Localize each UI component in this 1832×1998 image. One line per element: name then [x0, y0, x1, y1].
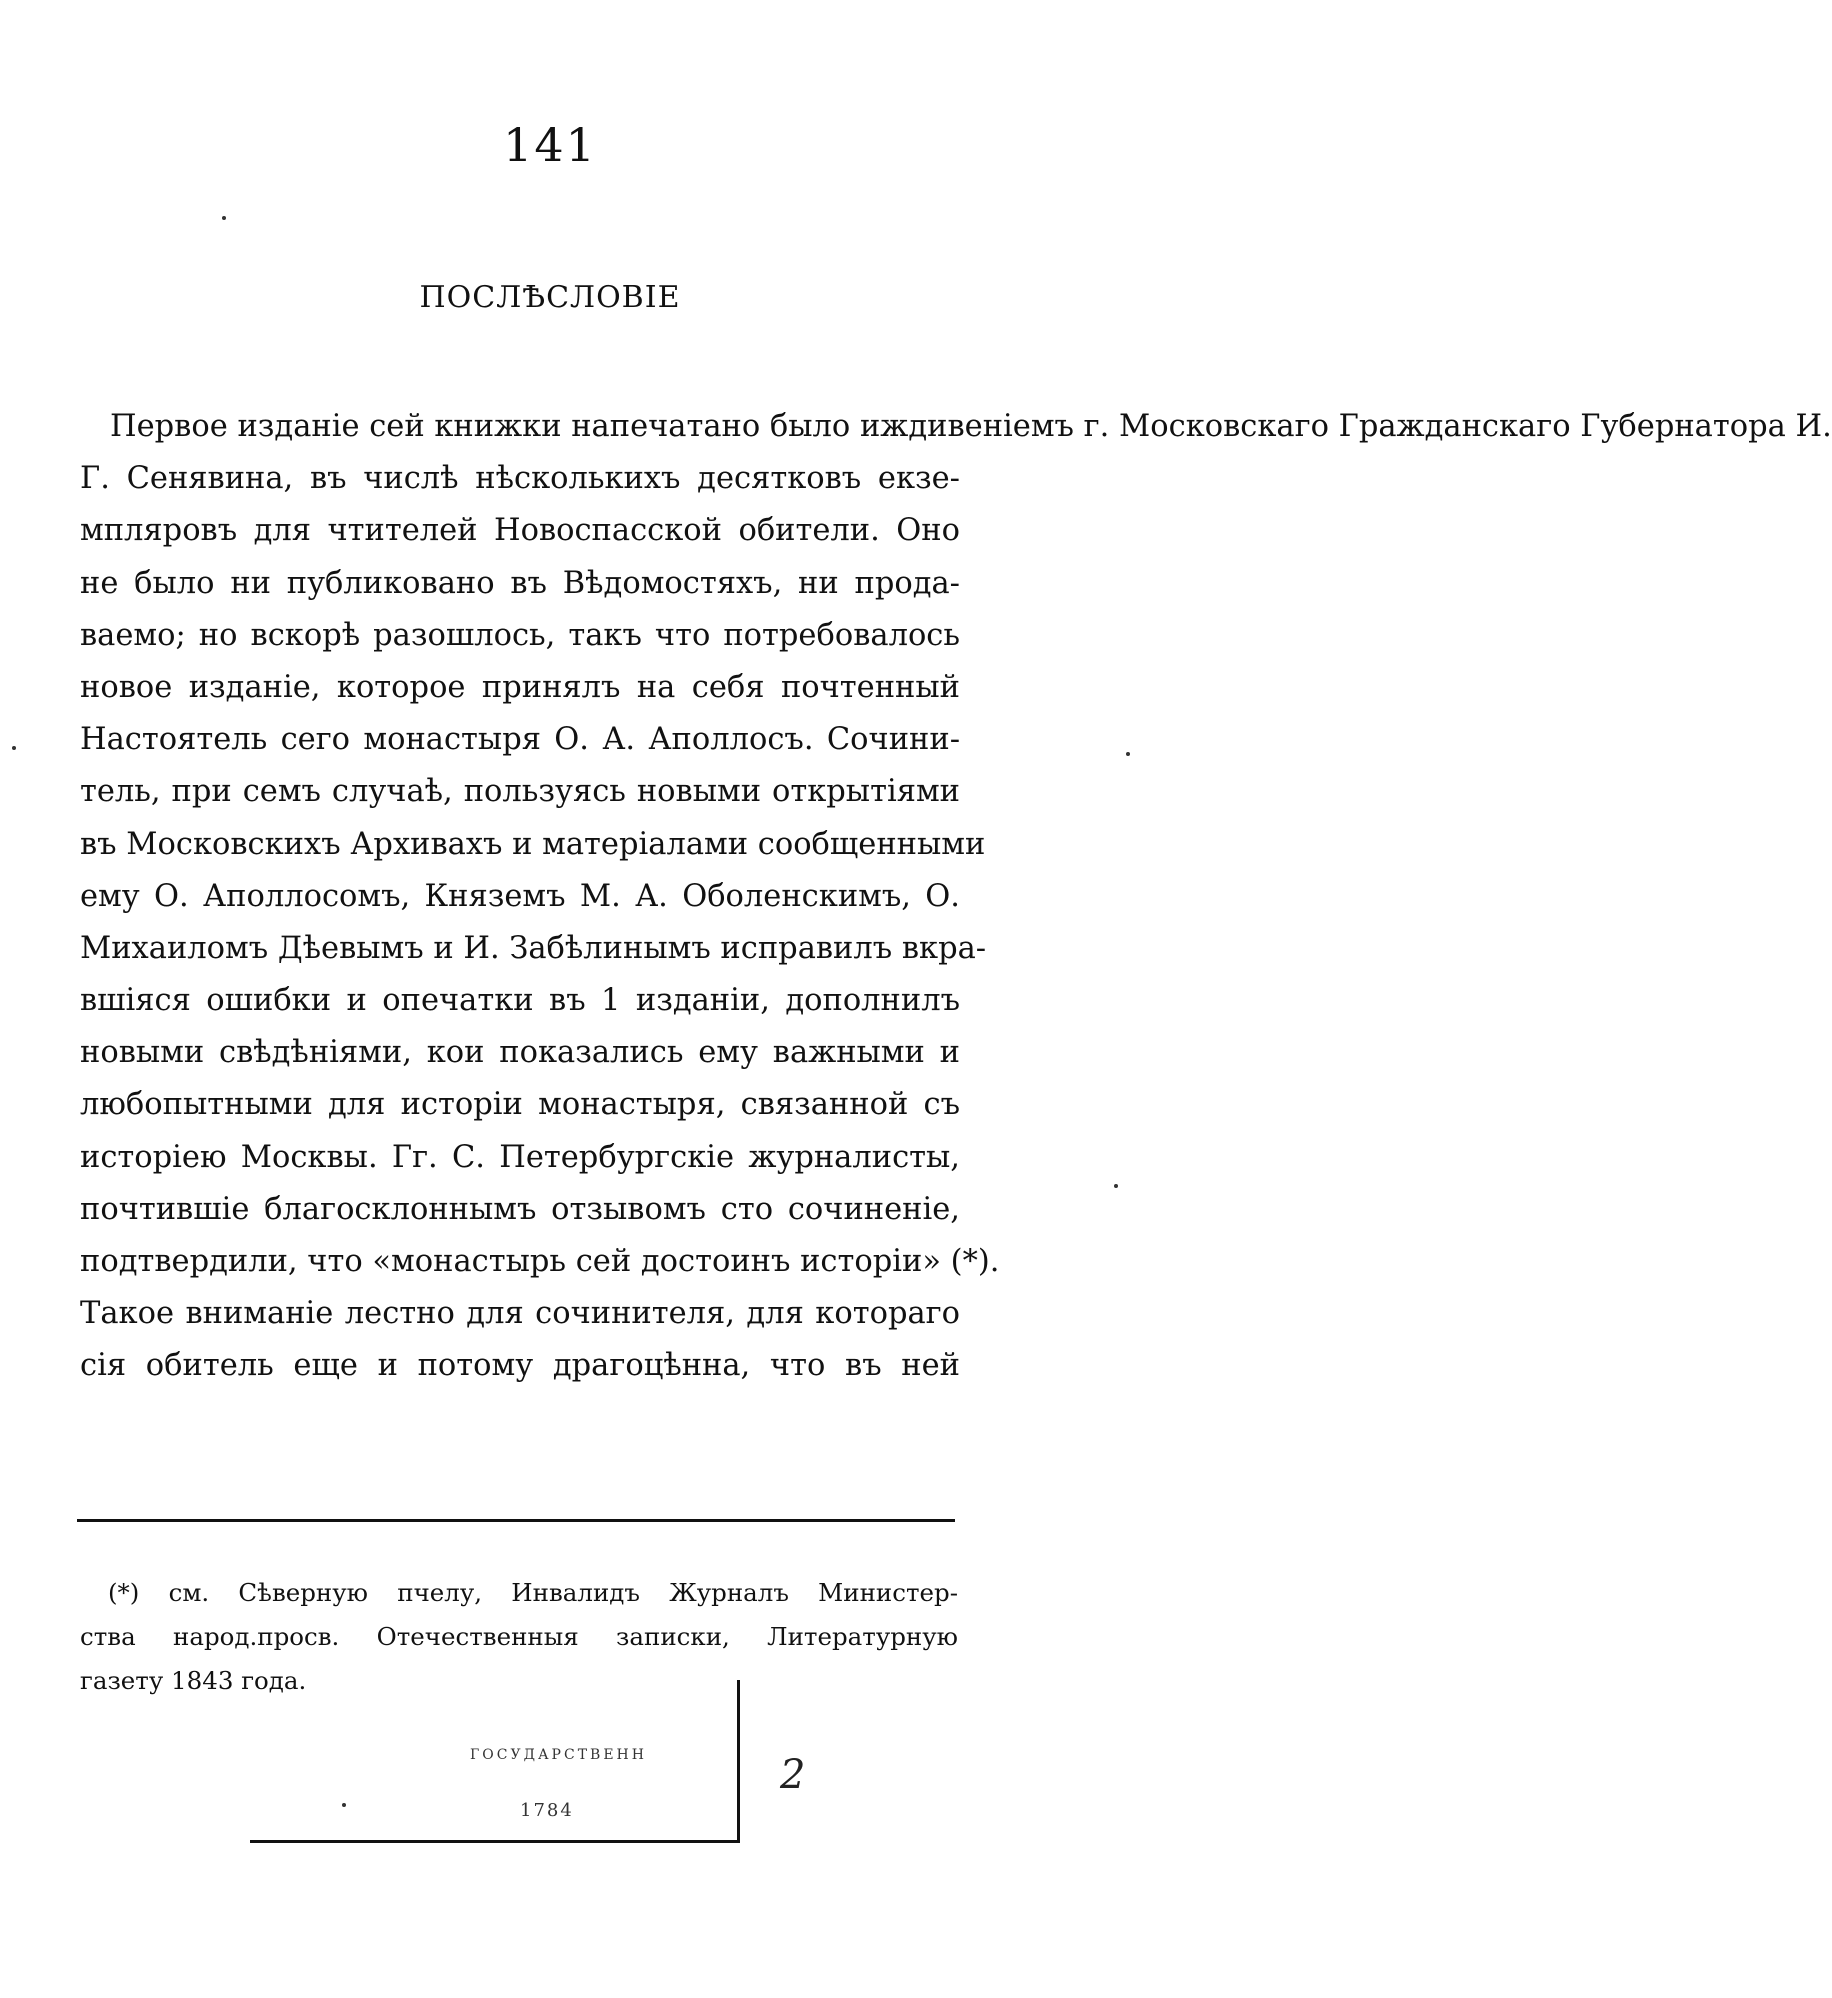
library-stamp-number: 1784: [520, 1800, 574, 1821]
page-number: 141: [503, 118, 597, 172]
body-line: любопытными для исторіи монастыря, связанной съ: [80, 1087, 960, 1123]
body-line: тель, при семъ случаѣ, пользуясь новыми открытіями: [80, 774, 960, 810]
margin-handwritten-mark: 2: [780, 1752, 806, 1798]
footnote-line: газету 1843 года.: [80, 1666, 307, 1695]
body-line: ему О. Аполлосомъ, Княземъ М. А. Оболенскимъ, О.: [80, 878, 960, 914]
ink-speck: [342, 1803, 346, 1807]
library-stamp-text: ГОСУДАРСТВЕНН: [470, 1747, 647, 1763]
footnote-line: (*) см. Сѣверную пчелу, Инвалидъ Журналъ Министер-: [108, 1578, 958, 1607]
page-heading: ПОСЛѢСЛОВІЕ: [419, 280, 681, 315]
body-line: новыми свѣдѣніями, кои показались ему важными и: [80, 1035, 960, 1071]
body-line: Первое изданіе сей книжки напечатано было иждивеніемъ г. Московскаго Гражданскаго Губернатора И.: [110, 409, 1832, 444]
footnote-line: ства народ.просв. Отечественныя записки, Литературную: [80, 1622, 958, 1651]
ink-speck: [222, 216, 226, 220]
body-text: [80, 408, 1832, 1400]
body-line: почтившіе благосклоннымъ отзывомъ сто сочиненіе,: [80, 1191, 960, 1227]
body-line: Такое вниманіе лестно для сочинителя, для котораго: [80, 1296, 960, 1332]
body-line: сія обитель еще и потому драгоцѣнна, что въ ней: [80, 1348, 960, 1384]
body-line: въ Московскихъ Архивахъ и матеріалами сообщенными: [80, 826, 986, 862]
ink-speck: [1114, 1184, 1118, 1188]
body-line: Михаиломъ Дѣевымъ и И. Забѣлинымъ исправилъ вкра-: [80, 930, 987, 966]
body-line: не было ни публиковано въ Вѣдомостяхъ, ни прода-: [80, 565, 960, 601]
body-line: подтвердили, что «монастырь сей достоинъ исторіи» (*).: [80, 1244, 1000, 1279]
body-line: мпляровъ для чтителей Новоспасской обители. Оно: [80, 513, 960, 549]
body-line: исторіею Москвы. Гг. С. Петербургскіе журналисты,: [80, 1139, 960, 1175]
body-line: вшіяся ошибки и опечатки въ 1 изданіи, дополнилъ: [80, 983, 960, 1019]
body-line: Настоятель сего монастыря О. А. Аполлосъ. Сочини-: [80, 722, 960, 758]
ink-speck: [1126, 752, 1130, 756]
footnote-rule: [77, 1519, 955, 1522]
body-line: ваемо; но вскорѣ разошлось, такъ что потребовалось: [80, 617, 960, 653]
ink-speck: [12, 746, 16, 750]
body-line: новое изданіе, которое принялъ на себя почтенный: [80, 669, 960, 705]
body-line: Г. Сенявина, въ числѣ нѣсколькихъ десятковъ екзе-: [80, 461, 960, 497]
